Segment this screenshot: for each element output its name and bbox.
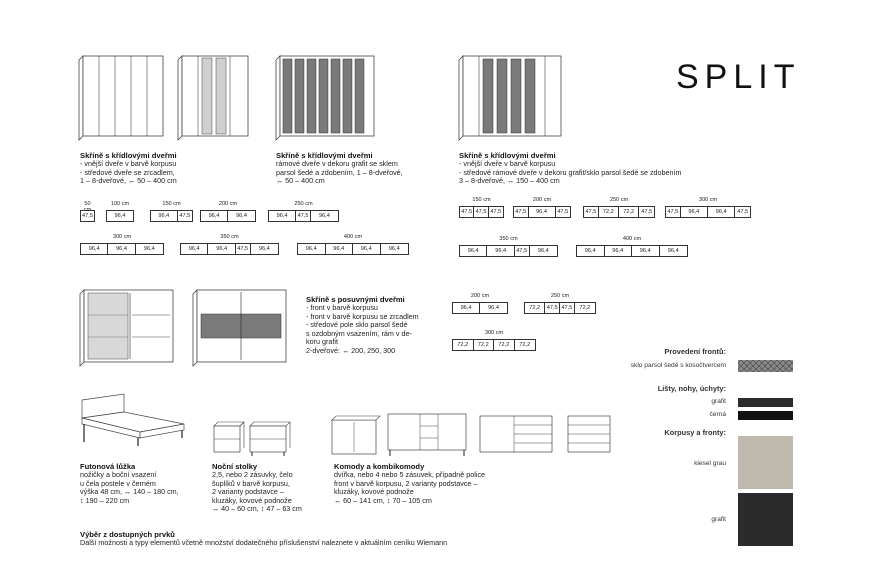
section-title: Skříně s křídlovými dveřmi <box>80 151 177 160</box>
swatch-black-strip <box>738 411 793 420</box>
section-title: Noční stolky <box>212 462 258 471</box>
nightstand-illustration <box>212 422 296 458</box>
width-option-cm: 400 cm <box>622 236 642 242</box>
width-option <box>524 293 596 315</box>
body-item-grafit: grafit <box>711 516 726 523</box>
door-width-box: 47,5 <box>666 207 681 217</box>
door-width-box: 96,4 <box>605 246 633 256</box>
section-desc: - vnější dveře v barvě korpusu - středové dveře se zrcadlem, 1 – 8-dveřové, ↔ 50 – 400 cm <box>80 159 177 186</box>
door-width-box: 72,2 <box>619 207 639 217</box>
bed-illustration <box>80 392 188 448</box>
section-title: Komody a kombikomody <box>334 462 425 471</box>
section-title: Skříně s posuvnými dveřmi <box>306 295 405 304</box>
width-option-cm: 300 cm <box>112 234 132 240</box>
wardrobe-hinged-combined <box>459 56 563 140</box>
section-title: Futonová lůžka <box>80 462 136 471</box>
width-option <box>576 236 688 258</box>
door-width-box: 96,4 <box>181 244 208 254</box>
width-option-cm: 100 cm <box>110 201 130 207</box>
width-option <box>150 201 193 223</box>
brand-logo: SPLIT <box>676 58 801 96</box>
door-width-box: 96,4 <box>453 303 480 313</box>
swatch-grafit-strip <box>738 398 793 407</box>
section-beds <box>80 462 210 505</box>
width-option-cm: 250 cm <box>609 197 629 203</box>
section-desc: - front v barvě korpusu - front v barvě korpusu se zrcadlem - středové pole sklo parsol šedé s ozdobným vsazením, rám v de- koru grafit 2-dveřové: ↔ 200, 250, 300 <box>306 303 419 355</box>
width-option <box>452 293 508 315</box>
door-width-box: 72,2 <box>525 303 545 313</box>
width-option <box>665 197 751 219</box>
fronts-item-label: sklo parsol šedé s kosočtvercem <box>630 362 726 369</box>
section-hinged-c <box>459 151 749 186</box>
width-option-cm: 150 cm <box>472 197 491 203</box>
legs-title: Lišty, nohy, úchyty: <box>657 384 726 393</box>
door-width-box: 47,5 <box>641 209 653 215</box>
door-width-box: 47,5 <box>179 213 191 219</box>
section-desc: Další možnosti a typy elementů včetně množství dodatečného příslušenství naleznete v aktuálním ceníku Wiemann <box>80 538 448 547</box>
legs-item-black: černá <box>709 411 726 418</box>
door-width-box: 96,4 <box>81 244 108 254</box>
width-option <box>459 236 558 258</box>
door-width-box: 72,2 <box>494 340 515 350</box>
section-desc: 2,5, nebo 2 zásuvky, čelo šuplíků v barvě korpusu, 2 varianty podstavce – kluzáky, kovové podnože ↔ 40 – 60 cm, ↕ 47 – 63 cm <box>212 470 302 514</box>
door-width-box: 72,2 <box>519 342 531 348</box>
width-option <box>459 197 504 219</box>
width-option-cm: 200 cm <box>470 293 490 299</box>
width-option <box>583 197 655 219</box>
section-title: Výběr z dostupných prvků <box>80 530 175 539</box>
door-width-box: 96,4 <box>269 211 296 221</box>
section-desc: - vnější dveře v barvě korpusu - středové rámové dveře v dekoru grafit/sklo parsol šedé se zdobením 3 – 8-dveřové, ↔ 150 – 400 cm <box>459 159 682 186</box>
width-option <box>180 234 279 256</box>
door-width-box: 47,5 <box>545 303 560 313</box>
door-width-box: 96,4 <box>529 207 556 217</box>
wardrobe-sliding-mirror <box>80 290 175 366</box>
legs-item-grafit: grafit <box>711 398 726 405</box>
width-option-cm: 350 cm <box>220 234 239 240</box>
door-width-box: 96,4 <box>353 244 381 254</box>
door-width-box: 96,4 <box>298 244 326 254</box>
door-width-box: 47,5 <box>490 209 502 215</box>
door-width-box: 96,4 <box>318 213 330 219</box>
section-desc: dvířka, nebo 4 nebo 5 zásuvek, případně police front v barvě korpusu, 2 varianty podstavce – kluzáky, kovové podnože ↔ 60 – 141 cm, ↕ 70 – 105 cm <box>334 470 486 505</box>
width-option <box>297 234 409 256</box>
door-width-box: 47,5 <box>474 207 488 217</box>
door-width-box: 96,4 <box>236 213 247 219</box>
width-option <box>268 201 339 223</box>
door-width-box: 96,4 <box>632 246 660 256</box>
door-width-box: 47,5 <box>584 207 599 217</box>
width-option-cm: 200 cm <box>532 197 552 203</box>
width-option <box>106 201 134 223</box>
width-option-cm: 350 cm <box>499 236 518 242</box>
door-width-box: 96,4 <box>577 246 605 256</box>
door-width-box: 72,2 <box>599 207 619 217</box>
door-width-box: 72,2 <box>453 340 474 350</box>
door-width-box: 47,5 <box>560 303 575 313</box>
section-hinged-b <box>276 151 456 186</box>
width-option-cm: 50 cm <box>83 201 92 213</box>
door-width-box: 96,4 <box>208 244 235 254</box>
door-width-box: 72,2 <box>579 305 591 311</box>
door-width-box: 96,4 <box>537 248 549 254</box>
door-width-box: 47,5 <box>460 207 474 217</box>
door-width-box: 96,4 <box>488 305 499 311</box>
door-width-box: 96,4 <box>326 244 354 254</box>
section-dressers <box>334 462 554 505</box>
door-width-box: 96,4 <box>258 246 270 252</box>
door-width-box: 96,4 <box>114 213 126 219</box>
width-option-cm: 300 cm <box>484 330 504 336</box>
door-width-box: 96,4 <box>151 211 178 221</box>
section-desc: rámové dveře v dekoru grafit se sklem parsol šedé a zdobením, 1 – 8-dveřové, ↔ 50 – 400 cm <box>276 159 403 186</box>
door-width-box: 96,4 <box>487 246 514 256</box>
door-width-box: 96,4 <box>108 244 135 254</box>
swatch-grafit <box>738 493 793 546</box>
section-more <box>80 530 540 548</box>
section-hinged-a <box>80 151 260 186</box>
width-option <box>452 330 536 352</box>
section-sliding <box>306 295 456 356</box>
dresser-illustrations <box>330 410 615 458</box>
wardrobe-hinged-glass <box>276 56 376 140</box>
width-option-cm: 150 cm <box>162 201 181 207</box>
width-option-cm: 400 cm <box>343 234 363 240</box>
section-desc: nožičky a boční vsazení u čela postele v černém výška 48 cm, ↔ 140 – 180 cm, ↕ 190 – 220 cm <box>80 470 179 505</box>
body-item-kiesel: kiesel grau <box>694 460 726 467</box>
wardrobe-hinged-mirror-small <box>79 56 165 140</box>
door-width-box: 47,5 <box>514 207 529 217</box>
swatch-diamond-glass <box>738 360 793 372</box>
wardrobe-sliding-glass <box>193 290 288 366</box>
door-width-box: 47,5 <box>515 246 530 256</box>
width-option <box>200 201 256 223</box>
width-option <box>80 201 95 223</box>
door-width-box: 47,5 <box>296 211 311 221</box>
door-width-box: 96,4 <box>201 211 228 221</box>
section-title: Skříně s křídlovými dveřmi <box>459 151 556 160</box>
door-width-box: 47,5 <box>82 213 93 219</box>
width-option-cm: 300 cm <box>698 197 718 203</box>
width-option-cm: 200 cm <box>218 201 238 207</box>
body-title: Korpusy a fronty: <box>664 428 726 437</box>
door-width-box: 96,4 <box>460 246 487 256</box>
door-width-box: 47,5 <box>737 209 749 215</box>
wardrobe-hinged-mirror <box>178 56 250 140</box>
width-option <box>513 197 571 219</box>
section-title: Skříně s křídlovými dveřmi <box>276 151 373 160</box>
section-nightstands <box>212 462 327 514</box>
door-width-box: 96,4 <box>667 248 679 254</box>
width-option-cm: 250 cm <box>294 201 313 207</box>
door-width-box: 96,4 <box>388 246 400 252</box>
fronts-title: Provedení frontů: <box>664 347 726 356</box>
door-width-box: 47,5 <box>236 244 251 254</box>
door-width-box: 47,5 <box>557 209 569 215</box>
door-width-box: 96,4 <box>708 207 735 217</box>
swatch-kiesel-grau <box>738 436 793 489</box>
width-option-cm: 250 cm <box>550 293 570 299</box>
door-width-box: 96,4 <box>143 246 155 252</box>
door-width-box: 96,4 <box>681 207 708 217</box>
width-option <box>80 234 164 256</box>
door-width-box: 72,2 <box>474 340 495 350</box>
